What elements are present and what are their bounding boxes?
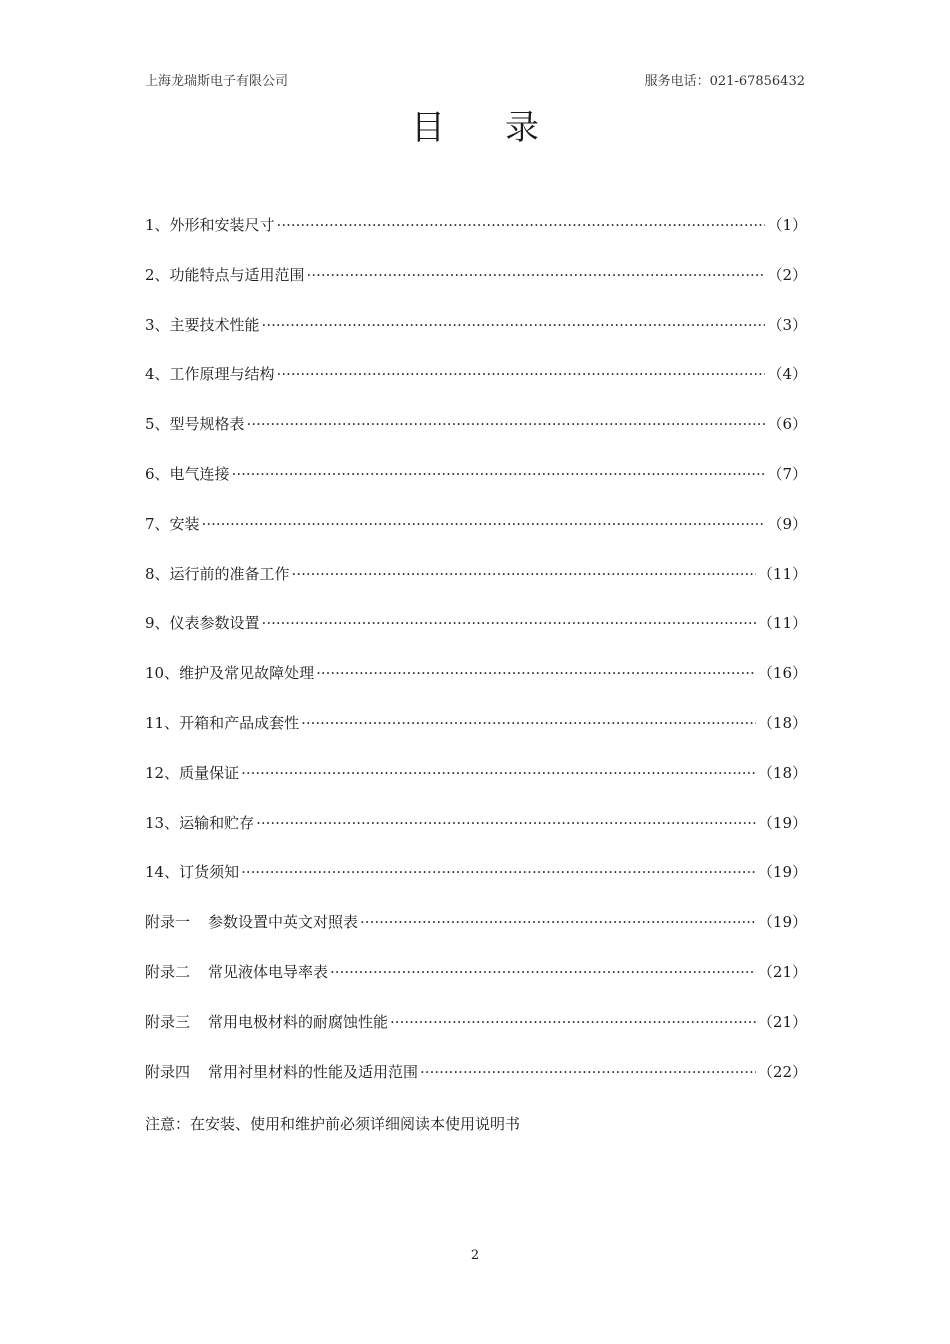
toc-entry[interactable] (145, 513, 807, 563)
toc-entry-label: 3、主要技术性能 (145, 315, 260, 334)
toc-entry-label: 7、安装 (145, 514, 200, 533)
toc-leader-dots (256, 814, 756, 832)
toc-entry-label: 13、运输和贮存 (145, 813, 255, 832)
toc-entry[interactable] (145, 563, 807, 613)
toc-entry[interactable] (145, 861, 807, 911)
toc-entry-page: （2） (767, 265, 807, 284)
toc-leader-dots (360, 913, 756, 931)
toc-entry-label: 11、开箱和产品成套性 (145, 713, 300, 732)
toc-entry[interactable] (145, 413, 807, 463)
title-char-2: 录 (505, 108, 539, 148)
service-phone: 服务电话：021-67856432 (644, 74, 805, 89)
toc-entry[interactable] (145, 363, 807, 413)
toc-leader-dots (262, 614, 756, 632)
toc-entry-page: （4） (767, 365, 807, 384)
title-char-1: 目 (411, 108, 445, 148)
toc-leader-dots (292, 565, 756, 583)
toc-entry-page: （9） (767, 514, 807, 533)
page-title (0, 100, 950, 149)
toc-entry-label (145, 961, 328, 982)
toc-entry-label (145, 911, 358, 932)
toc-entry-page: （6） (767, 415, 807, 434)
toc-entry-label: 1、外形和安装尺寸 (145, 216, 275, 234)
toc-leader-dots (232, 465, 766, 483)
toc-entry[interactable] (145, 463, 807, 513)
reading-note: 注意：在安装、使用和维护前必须详细阅读本使用说明书 (145, 1115, 521, 1133)
toc-entry-page: （18） (757, 763, 807, 782)
toc-entry-label (145, 1011, 388, 1032)
toc-entry-label: 14、订货须知 (145, 863, 240, 882)
toc-leader-dots (330, 963, 756, 981)
toc-leader-dots (390, 1013, 756, 1031)
toc-appendix-entry[interactable] (145, 961, 807, 1011)
toc-entry[interactable] (145, 812, 807, 862)
toc-entry-label: 12、质量保证 (145, 763, 240, 782)
toc-entry-page: （21） (757, 962, 807, 981)
toc-leader-dots (247, 415, 766, 433)
appendix-prefix: 附录四 (145, 1062, 191, 1081)
toc-entry-page: （19） (757, 863, 807, 882)
company-name: 上海龙瑞斯电子有限公司 (145, 74, 289, 89)
toc-leader-dots (316, 664, 756, 682)
toc-entry-label: 9、仪表参数设置 (145, 614, 260, 633)
toc-leader-dots (277, 365, 766, 383)
toc-appendix-entry[interactable] (145, 1061, 807, 1111)
toc-entry-page: （11） (757, 614, 807, 633)
page-header (145, 70, 805, 89)
toc-entry[interactable] (145, 314, 807, 364)
toc-entry-page: （19） (757, 913, 807, 932)
toc-entry-page: （19） (757, 813, 807, 832)
toc-entry-page: （7） (767, 464, 807, 483)
toc-leader-dots (262, 316, 766, 334)
toc-leader-dots (307, 266, 766, 284)
appendix-prefix: 附录一 (145, 913, 191, 932)
toc-entry-page: （21） (757, 1012, 807, 1031)
toc-entry[interactable] (145, 214, 807, 264)
toc-entry[interactable] (145, 762, 807, 812)
page-number: 2 (470, 1248, 480, 1263)
appendix-title: 常用电极材料的耐腐蚀性能 (208, 1012, 389, 1031)
appendix-prefix: 附录二 (145, 962, 191, 981)
toc-entry[interactable] (145, 712, 807, 762)
toc-entry-label: 2、功能特点与适用范围 (145, 265, 305, 284)
toc-leader-dots (277, 216, 766, 234)
toc-entry[interactable] (145, 264, 807, 314)
toc-entry-label: 4、工作原理与结构 (145, 365, 275, 384)
toc-entry-label: 6、电气连接 (145, 464, 230, 483)
appendix-title: 参数设置中英文对照表 (208, 913, 359, 932)
table-of-contents (145, 214, 807, 1110)
toc-entry-page: （18） (757, 713, 807, 732)
toc-entry-page: （16） (757, 664, 807, 683)
toc-leader-dots (241, 764, 756, 782)
toc-entry-label: 8、运行前的准备工作 (145, 564, 290, 583)
toc-entry[interactable] (145, 662, 807, 712)
toc-entry-label: 10、维护及常见故障处理 (145, 664, 315, 683)
toc-entry[interactable] (145, 612, 807, 662)
toc-appendix-entry[interactable] (145, 1011, 807, 1061)
toc-appendix-entry[interactable] (145, 911, 807, 961)
appendix-prefix: 附录三 (145, 1012, 191, 1031)
toc-entry-label (145, 1061, 418, 1082)
toc-leader-dots (241, 863, 756, 881)
toc-leader-dots (202, 515, 766, 533)
toc-entry-label: 5、型号规格表 (145, 415, 245, 434)
appendix-title: 常见液体电导率表 (208, 962, 329, 981)
toc-entry-page: （11） (757, 564, 807, 583)
toc-entry-page: （1） (767, 216, 807, 234)
toc-entry-page: （3） (767, 315, 807, 334)
toc-entry-page: （22） (757, 1062, 807, 1081)
appendix-title: 常用衬里材料的性能及适用范围 (208, 1062, 419, 1081)
toc-leader-dots (420, 1063, 756, 1081)
toc-leader-dots (301, 714, 756, 732)
